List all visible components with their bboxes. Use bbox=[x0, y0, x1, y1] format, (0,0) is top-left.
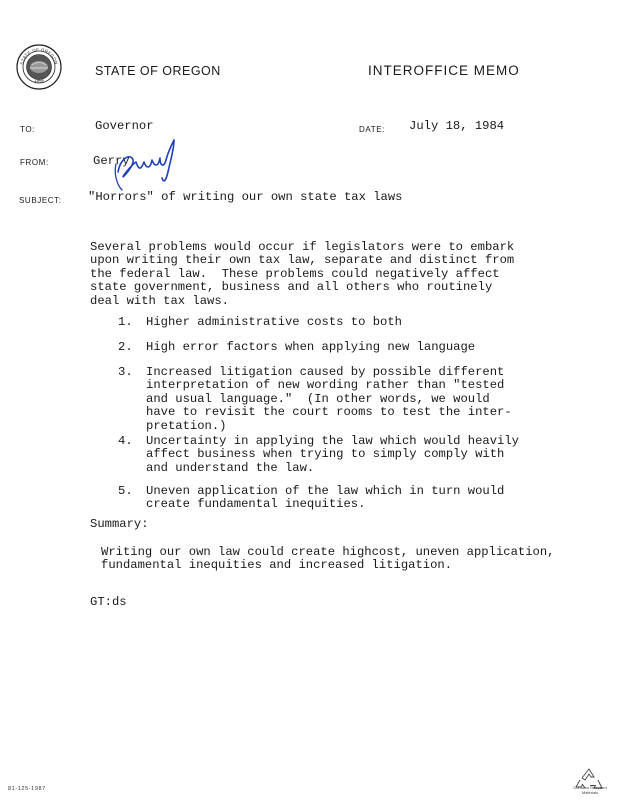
seal-text: STATE OF OREGON bbox=[19, 46, 59, 66]
to-value: Governor bbox=[95, 119, 154, 133]
handwritten-signature bbox=[108, 132, 198, 192]
list-item-number: 4. bbox=[118, 434, 133, 448]
list-item-number: 1. bbox=[118, 315, 133, 329]
summary-label: Summary: bbox=[90, 517, 149, 531]
from-value: Gerry bbox=[93, 154, 130, 168]
memo-type-title: INTEROFFICE MEMO bbox=[368, 63, 520, 78]
list-item-number: 3. bbox=[118, 365, 133, 379]
list-item-text: Higher administrative costs to both bbox=[146, 315, 402, 329]
list-item-text: High error factors when applying new language bbox=[146, 340, 476, 354]
list-item-text: Uneven application of the law which in turn would create fundamental inequities. bbox=[146, 484, 505, 512]
list-item-number: 5. bbox=[118, 484, 133, 498]
list-item-number: 2. bbox=[118, 340, 133, 354]
date-label: DATE: bbox=[359, 125, 385, 134]
oregon-state-seal-icon bbox=[16, 44, 62, 90]
subject-value: "Horrors" of writing our own state tax laws bbox=[88, 190, 403, 204]
intro-paragraph: Several problems would occur if legislators were to embark upon writing their own tax law, separate and distinct from the federal law. These problems could negatively affect state government, business and all others who routinely deal with tax laws. bbox=[90, 240, 515, 308]
date-value: July 18, 1984 bbox=[409, 119, 505, 133]
agency-name: STATE OF OREGON bbox=[95, 64, 221, 78]
seal-year: 1859 bbox=[33, 77, 45, 84]
list-item-text: Uncertainty in applying the law which would heavily affect business when trying to simply comply with and understand the law. bbox=[146, 434, 519, 475]
summary-text: Writing our own law could create highcost, uneven application, fundamental inequities and increased litigation. bbox=[101, 545, 555, 573]
recycled-materials-note: Contains Recycled Materials bbox=[573, 785, 607, 795]
from-label: FROM: bbox=[20, 158, 49, 167]
subject-label: SUBJECT: bbox=[19, 196, 62, 205]
to-label: TO: bbox=[20, 125, 35, 134]
form-number: 81-125-1987 bbox=[8, 786, 46, 792]
list-item-text: Increased litigation caused by possible different interpretation of new wording rather than "tested and usual language." (In other words, we would have to revisit the court rooms to test the inter- pretation.) bbox=[146, 365, 512, 433]
typist-initials: GT:ds bbox=[90, 595, 127, 609]
svg-text:1859 bbox=[34, 77, 45, 83]
